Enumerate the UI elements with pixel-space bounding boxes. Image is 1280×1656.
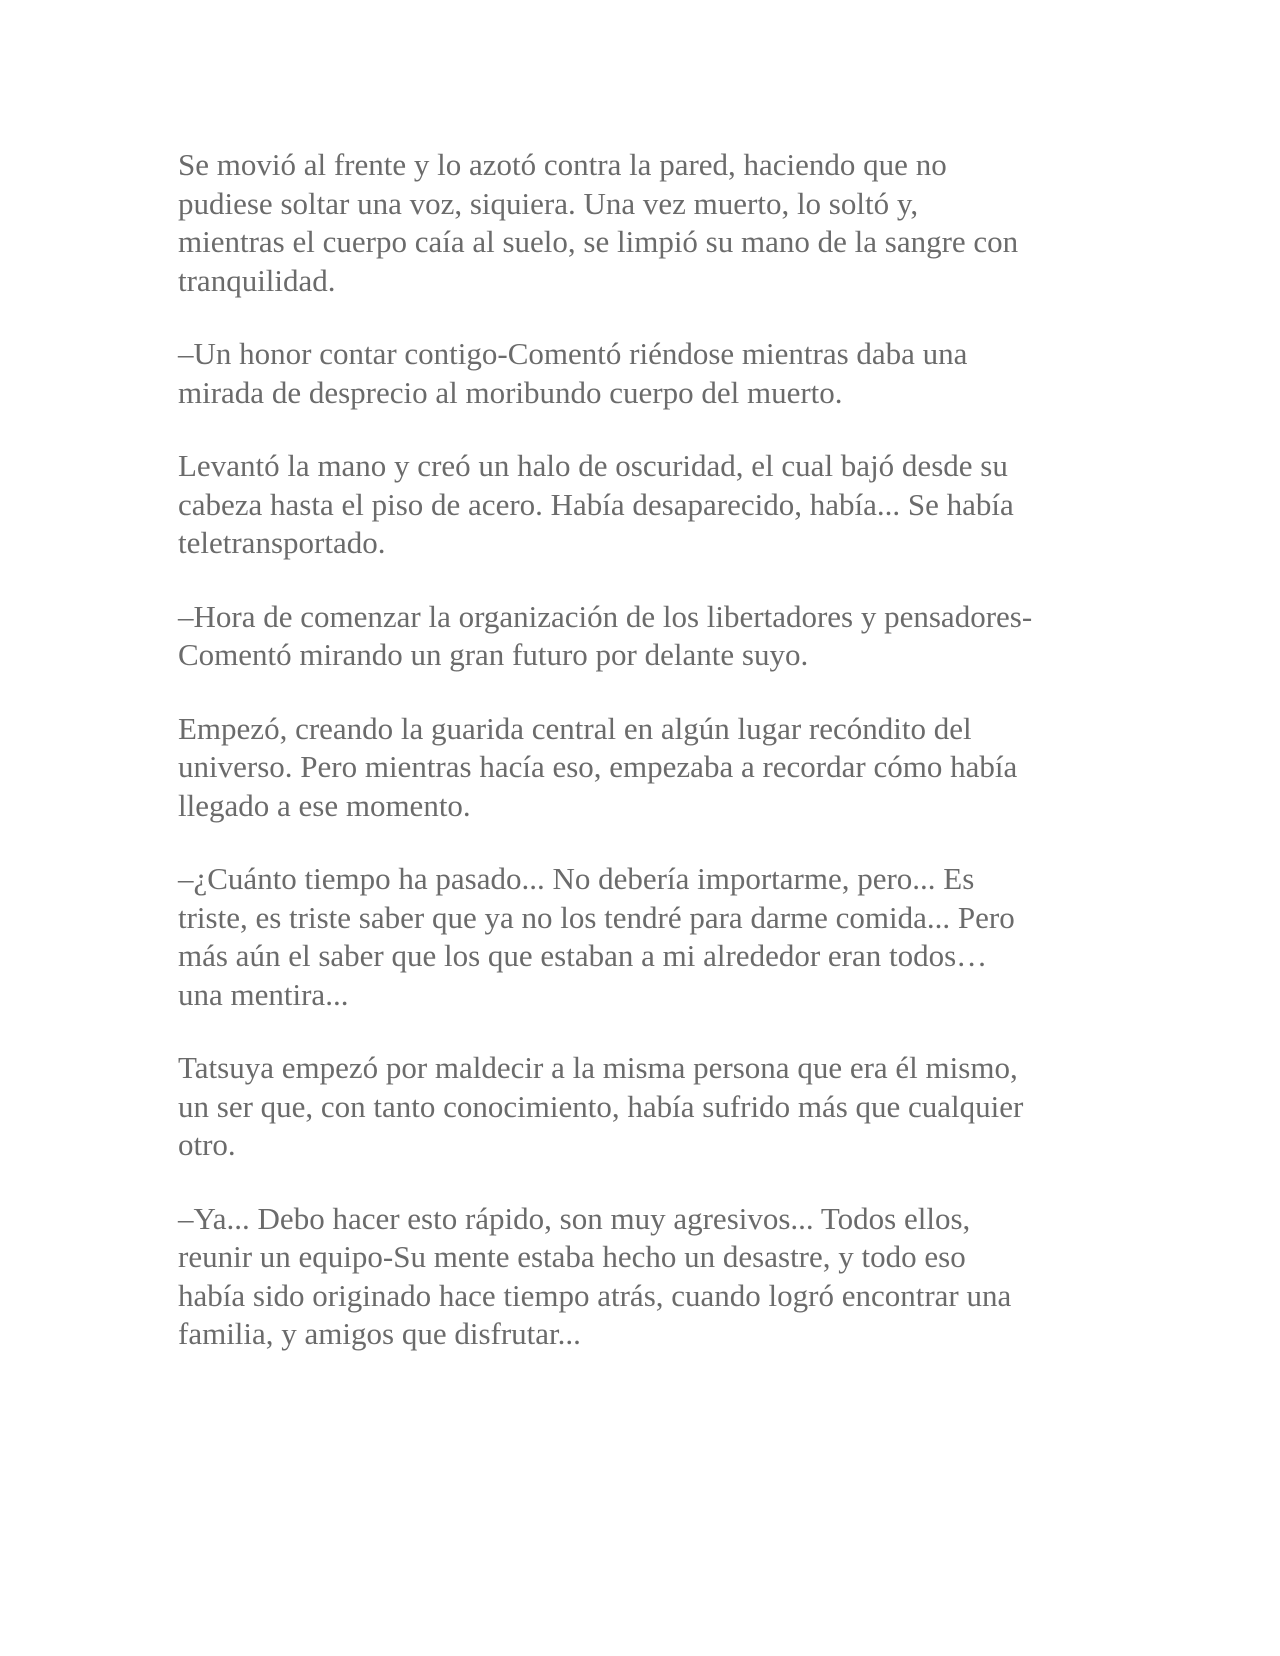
paragraph-8: –Ya... Debo hacer esto rápido, son muy agresivos... Todos ellos, reunir un equipo-Su mente estaba hecho un desastre, y todo eso había sido originado hace tiempo atrás, cuando logró encontrar una familia, y amigos que disfrutar... [178,1200,1012,1351]
paragraph-2: –Un honor contar contigo-Comentó riéndose mientras daba una mirada de desprecio al moribundo cuerpo del muerto. [178,336,968,410]
paragraph-4: –Hora de comenzar la organización de los libertadores y pensadores- Comentó mirando un gran futuro por delante suyo. [178,598,1033,672]
paragraph-5: Empezó, creando la guarida central en algún lugar recóndito del universo. Pero mientras hacía eso, empezaba a recordar cómo había llegado a ese momento. [178,710,1018,823]
paragraph-1: Se movió al frente y lo azotó contra la pared, haciendo que no pudiese soltar una voz, siquiera. Una vez muerto, lo soltó y, mientras el cuerpo caía al suelo, se limpió su mano de la sangre con tranquilidad. [178,147,1019,298]
document-body [178,146,1118,1389]
paragraph-7: Tatsuya empezó por maldecir a la misma persona que era él mismo, un ser que, con tanto conocimiento, había sufrido más que cualquier otro. [178,1050,1024,1162]
paragraph-6: –¿Cuánto tiempo ha pasado... No debería importarme, pero... Es triste, es triste saber que ya no los tendré para darme comida... Pero más aún el saber que los que estaban a mi alrededor eran todos… una mentira... [178,861,1015,1012]
paragraph-3: Levantó la mano y creó un halo de oscuridad, el cual bajó desde su cabeza hasta el piso de acero. Había desaparecido, había... Se había teletransportado. [178,448,1014,560]
